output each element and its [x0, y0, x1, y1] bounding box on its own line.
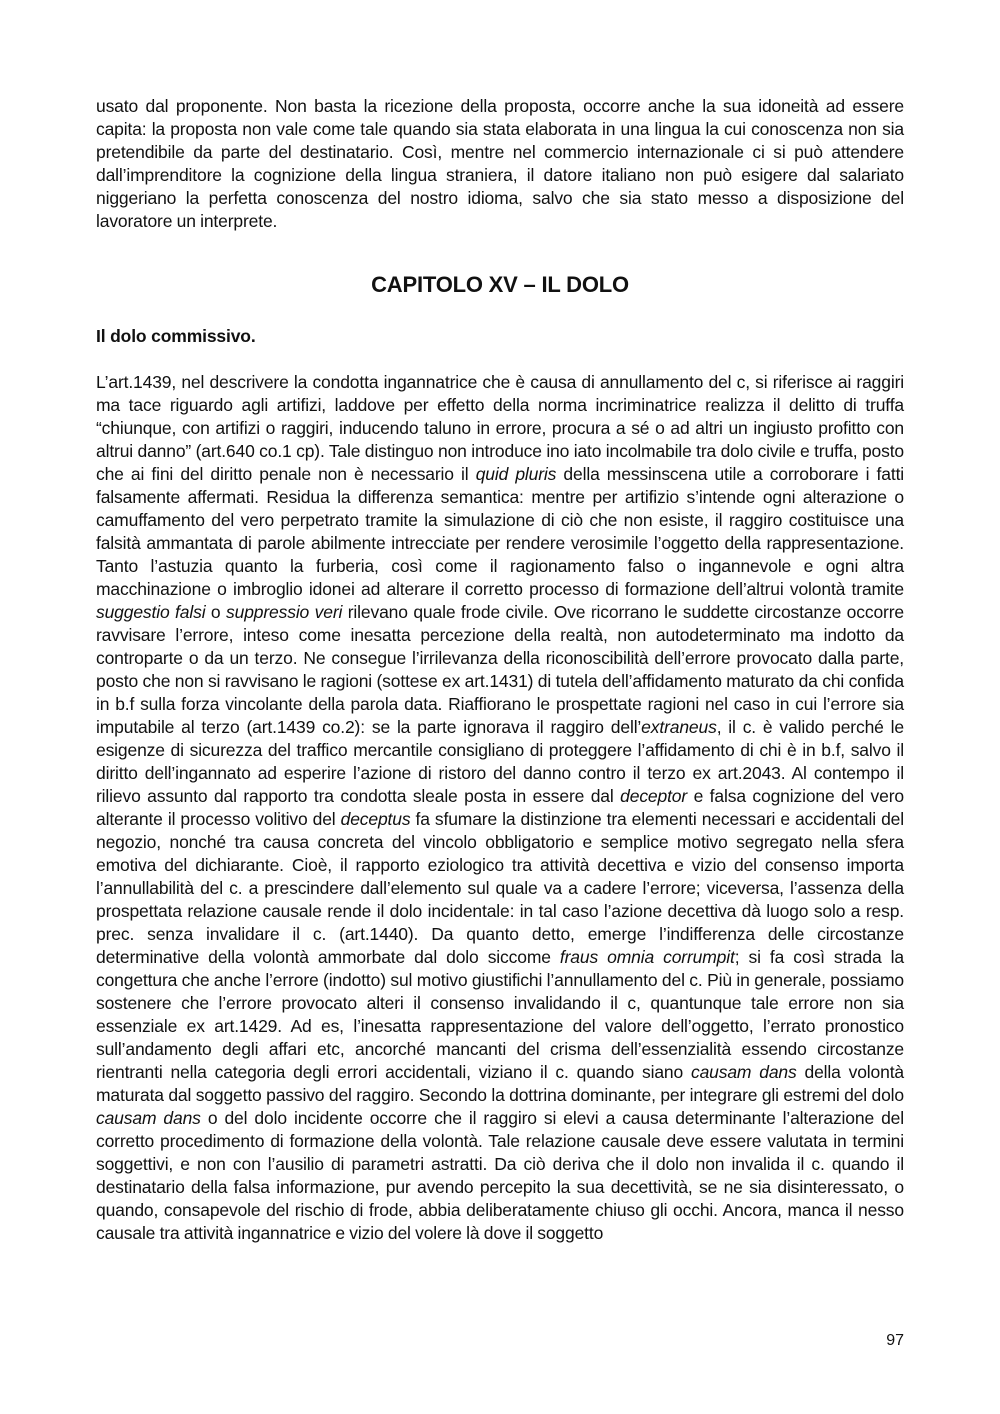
italic-term: extraneus: [641, 717, 717, 737]
italic-term: deceptus: [340, 809, 411, 829]
italic-term: causam dans: [96, 1108, 201, 1128]
text-run: e falsa cognizione del vero alterante il processo volitivo del: [96, 786, 904, 829]
intro-paragraph: usato dal proponente. Non basta la ricezione della proposta, occorre anche la sua idoneità ad essere capita: la proposta non vale come tale quando sia stata elaborata in una lingua la cui conoscenza non sia pretendibile da parte del destinatario. Così, mentre nel commercio internazionale ci si può attendere dall’imprenditore la cognizione della lingua straniera, il datore italiano non può esigere dal salariato niggeriano la perfetta conoscenza del nostro idioma, salvo che sia stato messo a disposizione del lavoratore un interprete.: [96, 96, 904, 231]
text-run: o del dolo incidente occorre che il raggiro si elevi a causa determinante l’alterazione del corretto procedimento di formazione della volontà. Tale relazione causale deve essere valutata in termini soggettivi, e non con l’ausilio di parametri astratti. Da ciò deriva che il dolo non invalida il c. quando il destinatario della falsa informazione, pur avendo percepito la sua decettività, se ne sia disinteressato, o quando, consapevole del rischio di frode, abbia deliberatamente chiuso gli occhi. Ancora, manca il nesso causale tra attività ingannatrice e vizio del volere là dove il soggetto: [96, 1108, 904, 1243]
italic-term: deceptor: [620, 786, 688, 806]
text-run: ; si fa così strada la congettura che anche l’errore (indotto) sul motivo giustifichi l’annullamento del c. Più in generale, possiamo sostenere che l’errore provocato alteri il consenso invalidando il c, quantunque tale errore non sia essenziale ex art.1429. Ad es, l’inesatta rappresentazione del valore dell’oggetto, l’errato pronostico sull’andamento degli affari etc, ancorché mancanti del crisma dell’essenzialità essendo circostanze rientranti nella categoria degli errori accidentali, viziano il c. quando siano: [96, 947, 904, 1082]
italic-term: suggestio falsi: [96, 602, 206, 622]
document-page: [96, 95, 904, 1335]
text-run: L’art.1439, nel descrivere la condotta ingannatrice che è causa di annullamento del c, si riferisce ai raggiri ma tace riguardo agli artifizi, laddove per effetto della norma incriminatrice realizza il delitto di truffa “chiunque, con artifizi o raggiri, inducendo taluno in errore, procura a sé o ad altri un ingiusto profitto con altrui danno” (art.640 co.1 cp). Tale distinguo non introduce ino iato incolmabile tra dolo civile e truffa, posto che ai fini del diritto penale non è necessario il: [96, 372, 904, 484]
page-number: 97: [886, 1332, 904, 1349]
text-run: fa sfumare la distinzione tra elementi necessari e accidentali del negozio, nonché tra causa concreta del vincolo obbligatorio e semplice motivo segregato nella sfera emotiva del dichiarante. Cioè, il rapporto eziologico tra attività decettiva e vizio del consenso importa l’annullabilità del c. a prescindere dall’elemento sul quale va a cadere l’errore; viceversa, l’assenza della prospettata relazione causale rende il dolo incidentale: in tal caso l’azione decettiva dà luogo solo a resp. prec. senza invalidare il c. (art.1440). Da quanto detto, emerge l’indifferenza delle circostanze determinative della volontà ammorbate dal dolo siccome: [96, 809, 904, 967]
text-run: rilevano quale frode civile. Ove ricorrano le suddette circostanze occorre ravvisare l’errore, inteso come inesatta percezione della realtà, non autodeterminato ma indotto da controparte o da un terzo. Ne consegue l’irrilevanza della riconoscibilità dell’errore provocato dalla parte, posto che non si ravvisano le ragioni (sottese ex art.1431) di tutela dell’affidamento maturato da chi confida in b.f sulla forza vincolante della parola data. Riaffiorano le prospettate ragioni nel caso in cui l’errore sia imputabile al terzo (art.1439 co.2): se la parte ignorava il raggiro dell’: [96, 602, 904, 737]
section-heading: Il dolo commissivo.: [96, 326, 256, 346]
italic-term: causam dans: [690, 1062, 797, 1082]
chapter-title: CAPITOLO XV – IL DOLO: [371, 272, 629, 297]
text-run: o: [205, 602, 227, 622]
text-run: della messinscena utile a corroborare i fatti falsamente affermati. Residua la differenza semantica: mentre per artifizio s’intende ogni alterazione o camuffamento del vero perpetrato tramite la simulazione di ciò che non esiste, il raggiro costituisce una falsità ammantata di parole abilmente intrecciate per rendere verosimile l’oggetto della rappresentazione. Tanto l’astuzia quanto la furberia, così come il ragionamento falso o ingannevole e ogni altra macchinazione o imbroglio idonei ad alterare il corretto processo di formazione dell’altrui volontà tramite: [96, 464, 905, 599]
text-run: , il c. è valido perché le esigenze di sicurezza del traffico mercantile consigliano di proteggere l’affidamento di chi è in b.f, salvo il diritto dell’ingannato ad esperire l’azione di ristoro del danno contro il terzo ex art.2043. Al contempo il rilievo assunto dal rapporto tra condotta sleale posta in essere dal: [96, 717, 904, 806]
italic-term: suppressio veri: [226, 602, 343, 622]
italic-term: quid pluris: [475, 464, 557, 484]
italic-term: fraus omnia corrumpit: [559, 947, 735, 967]
text-run: della volontà maturata dal soggetto passivo del raggiro. Secondo la dottrina dominante, per integrare gli estremi del dolo: [96, 1062, 904, 1105]
main-paragraph: [96, 371, 904, 1245]
